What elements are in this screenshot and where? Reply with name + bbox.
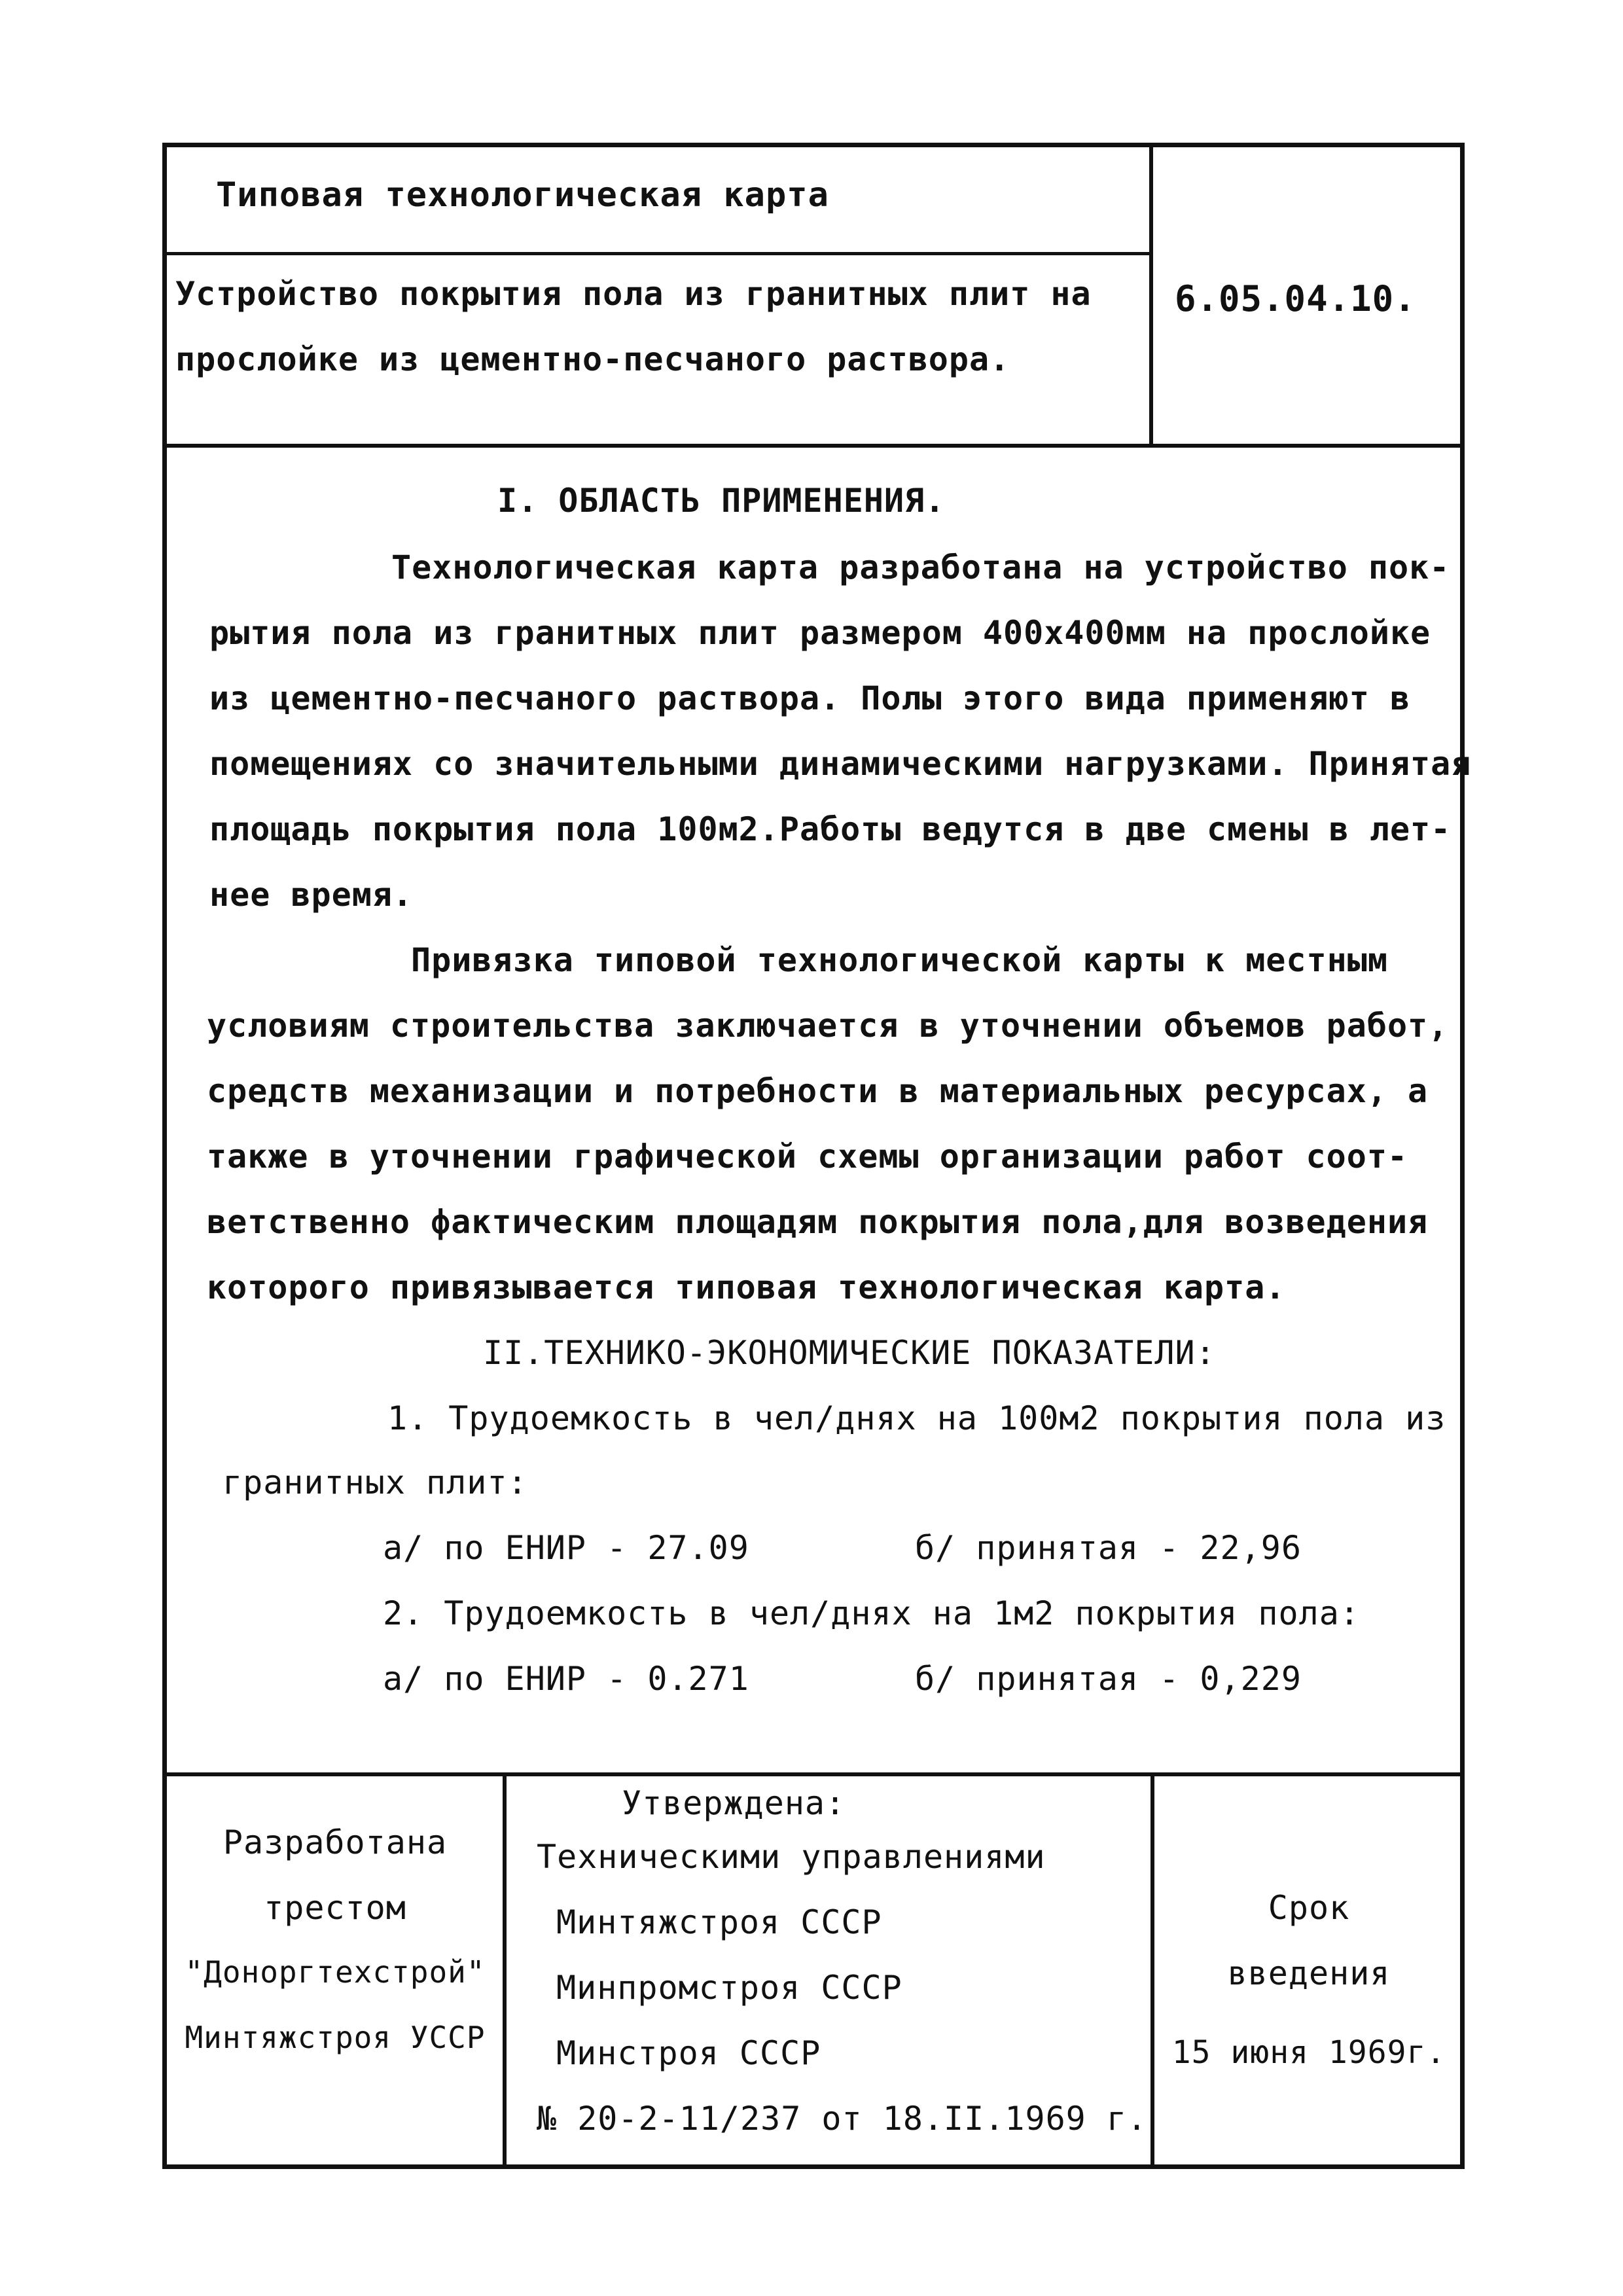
section-1-paragraph-2-line-5: ветственно фактическим площадям покрытия пола,для возведения [207,1203,1429,1241]
term-date: 15 июня 1969г. [1171,2034,1446,2071]
document-type: Типовая технологическая карта [216,175,829,215]
developed-by-line-2: трестом [264,1889,406,1927]
section-1-paragraph-1-line-5: площадь покрытия пола 100м2.Работы ведутся в две смены в лет- [209,810,1452,848]
developed-by-line-4: Минтяжстроя УССР [185,2020,486,2055]
section-1-paragraph-2-line-6: которого привязывается типовая технологическая карта. [207,1268,1286,1306]
indicator-1-enir-value: а/ по ЕНИР - 27.09 [383,1529,749,1567]
section-1-paragraph-1-line-6: нее время. [209,876,414,914]
developed-by-line-1: Разработана [223,1823,448,1861]
section-1-paragraph-2-line-4: также в уточнении графической схемы организации работ соот- [207,1138,1408,1175]
section-1-paragraph-1-line-2: рытия пола из гранитных плит размером 400х400мм на прослойке [209,614,1431,652]
approval-number: № 20-2-11/237 от 18.II.1969 г. [537,2100,1148,2138]
section-1-heading: I. ОБЛАСТЬ ПРИМЕНЕНИЯ. [497,482,946,520]
section-1-paragraph-1-line-1: Технологическая карта разработана на устройство пок- [391,548,1450,586]
footer-col-divider-1 [503,1772,507,2169]
approved-by-line-4: Минстроя СССР [556,2034,821,2072]
section-2-heading: II.ТЕХНИКО-ЭКОНОМИЧЕСКИЕ ПОКАЗАТЕЛИ: [483,1334,1216,1372]
section-1-paragraph-2-line-3: средств механизации и потребности в материальных ресурсах, а [207,1072,1429,1110]
approved-by-line-3: Минпромстроя СССР [556,1969,902,2007]
document-code: 6.05.04.10. [1175,278,1416,319]
document-title-line-1: Устройство покрытия пола из гранитных плит на [175,275,1092,313]
approved-by-line-2: Минтяжстроя СССР [556,1903,882,1941]
indicator-2-enir-value: а/ по ЕНИР - 0.271 [383,1660,749,1698]
section-1-paragraph-1-line-3: из цементно-песчаного раствора. Полы этого вида применяют в [209,679,1411,717]
section-1-paragraph-2-line-2: условиям строительства заключается в уточнении объемов работ, [207,1007,1449,1045]
indicator-2-line-1: 2. Трудоемкость в чел/днях на 1м2 покрытия пола: [383,1594,1360,1632]
indicator-1-line-1: 1. Трудоемкость в чел/днях на 100м2 покрытия пола из [387,1399,1446,1437]
section-1-paragraph-1-line-4: помещениях со значительными динамическими нагрузками. Принятая [209,745,1472,783]
approved-by-line-1: Техническими управлениями [537,1838,1046,1876]
header-code-divider [1149,143,1153,448]
footer-divider [167,1772,1465,1776]
term-line-1: Срок [1268,1889,1350,1927]
approved-heading: Утверждена: [622,1784,846,1822]
indicator-2-accepted-value: б/ принятая - 0,229 [915,1660,1302,1698]
header-divider-top [167,252,1150,255]
term-line-2: введения [1227,1954,1391,1992]
header-divider-bottom [167,444,1465,448]
document-title-line-2: прослойке из цементно-песчаного раствора. [175,340,1010,378]
indicator-1-line-2: гранитных плит: [223,1463,528,1501]
indicator-1-accepted-value: б/ принятая - 22,96 [915,1529,1302,1567]
section-1-paragraph-2-line-1: Привязка типовой технологической карты к местным [411,941,1388,979]
developed-by-line-3: "Доноргтехстрой" [185,1954,486,1990]
footer-col-divider-2 [1150,1772,1154,2169]
